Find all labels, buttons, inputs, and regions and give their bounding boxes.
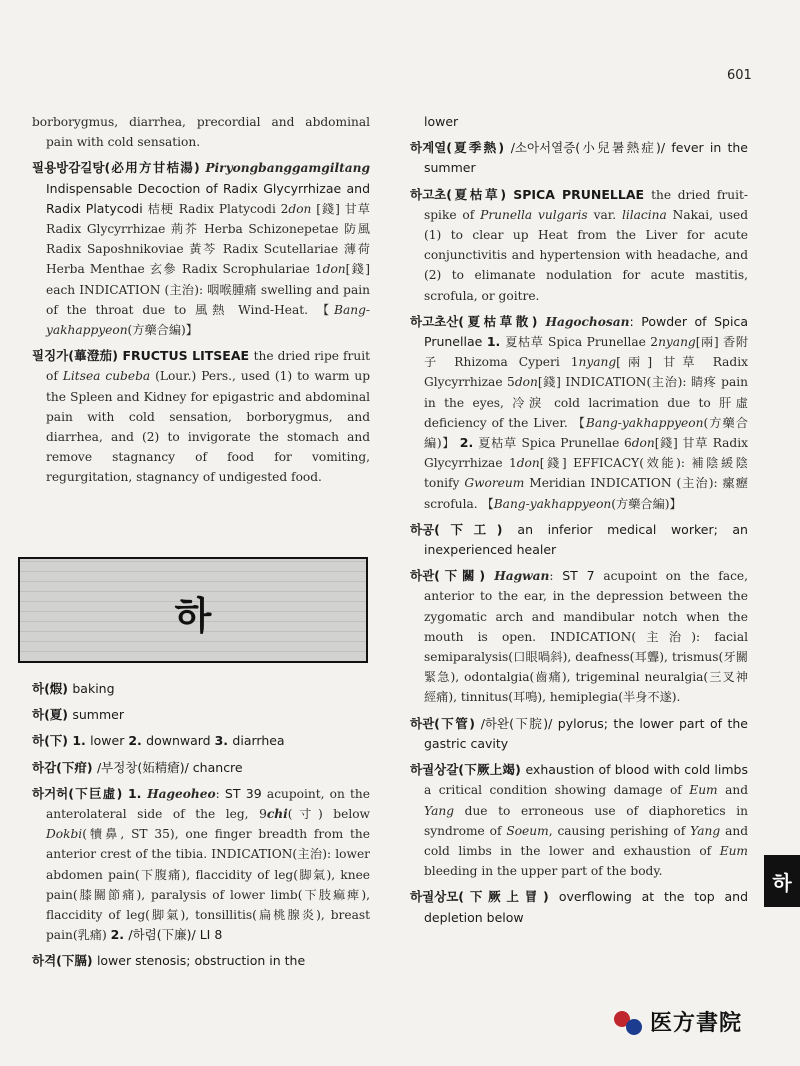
entry-text: Eum	[719, 843, 748, 858]
entry-text: lilacina	[621, 207, 667, 222]
entry-text: /소아서열증(小兒暑熱症)/ fever in the summer	[424, 140, 748, 176]
entry-headword: 하계열(夏季熱)	[410, 140, 511, 156]
entry-text: don	[322, 262, 346, 277]
entry-text: bleeding in the upper part of the body.	[424, 864, 663, 879]
dictionary-entry	[32, 158, 370, 340]
entry-text: baking	[72, 681, 115, 696]
entry-headword: 필용방감길탕(必用方甘桔湯)	[32, 160, 206, 176]
entry-text: Yang	[424, 803, 455, 818]
entry-text: Litsea cubeba	[62, 369, 151, 384]
entry-text: Nakai, used (1) to clear up Heat from the Liver for acute conjunctivitis and hypertension with headache, and (2) to elimanate nodulation for acute mastitis, scrofula, or goitre.	[424, 207, 748, 303]
entry-text: /하완(下脘)/ pylorus; the lower part of the gastric cavity	[424, 715, 748, 751]
entry-text: [錢] each INDICATION (主治): 咽喉腫痛 swelling and pain of the throat due to 風熱 Wind-Heat. 【	[46, 262, 370, 317]
dictionary-entry	[32, 679, 370, 699]
entry-text: acupoint on the face, anterior to the ear, in the depression between the zygomatic arch and mandibular notch when the mouth is open. INDICATION(主治): facial semiparalysis(口眼喎斜), deafness(耳聾), trismus(牙關緊急), odontalgia(齒痛), trigeminal neuralgia(三叉神經痛), tinnitus(耳鳴), hemiplegia(半身不遂).	[424, 569, 748, 705]
entry-text: [錢] 甘草 Radix Glycyrrhizae 1	[424, 436, 748, 471]
entry-text: 2.	[128, 733, 147, 749]
entry-text: 1.	[72, 733, 91, 749]
dictionary-entry	[410, 566, 748, 707]
dictionary-entry	[410, 138, 748, 178]
dictionary-entry	[410, 714, 748, 754]
entry-text: acupoint, on the anterolateral side of the leg, 9	[46, 786, 370, 822]
entry-text: ST 39	[224, 785, 267, 801]
entry-text: Gworeum	[464, 476, 525, 491]
entry-text: borborygmus, diarrhea, precordial and abdominal pain with cold sensation.	[32, 115, 370, 150]
entry-text: Yang	[690, 823, 721, 838]
entry-text: Dokbi	[46, 827, 83, 842]
entry-text: 1.	[486, 334, 506, 350]
entry-text: Bang-yakhappyeon	[493, 496, 612, 511]
entry-text: don	[288, 201, 312, 216]
thumb-index-tab: 하	[764, 855, 800, 907]
dictionary-entry	[32, 784, 370, 946]
entry-text: var.	[587, 207, 622, 222]
entry-text: Eum	[689, 783, 718, 798]
entry-text: lower	[90, 733, 129, 749]
entry-text: [錢] 甘草 Radix Glycyrrhizae 荊芥 Herba Schizonepetae 防風 Radix Saposhnikoviae 黃芩 Radix Scutellariae 薄荷 Herba Menthae 玄參 Radix Scrophulariae 1	[46, 201, 370, 277]
entry-headword: 하감(下疳)	[32, 759, 97, 775]
entry-text: 夏枯草 Spica Prunellae 2	[505, 335, 659, 350]
entry-text: and cold limbs in the lower and exhaustion of	[424, 823, 748, 858]
entry-text: Hagwan	[494, 569, 550, 584]
dictionary-entry	[410, 312, 748, 514]
entry-text: don	[514, 375, 538, 390]
entry-text: [兩] 甘草 Radix Glycyrrhizae 5	[424, 355, 748, 390]
entry-text: the dried ripe fruit of	[46, 349, 370, 384]
entry-text: 2.	[110, 927, 129, 943]
entry-headword: 하(煆)	[32, 681, 73, 696]
entry-text: [錢] INDICATION(主治): 睛疼 pain in the eyes, 冷淚 cold lacrimation due to 肝虛 deficiency of the Liver. 【	[424, 375, 748, 430]
dictionary-entry	[410, 185, 748, 306]
entry-text: summer	[72, 707, 124, 723]
entry-text: don	[631, 436, 655, 451]
entry-text: nyang	[658, 335, 696, 350]
entry-text: (方藥合編)】	[424, 415, 748, 451]
entry-text: 桔梗 Radix Platycodi 2	[147, 201, 289, 216]
entry-text: (方藥合編)】	[611, 496, 682, 511]
entry-text: /하렴(下廉)/ LI 8	[128, 927, 223, 943]
entry-headword: 하(夏)	[32, 707, 73, 723]
entry-text: and	[717, 783, 748, 798]
entry-text: an inferior medical worker; an inexperienced healer	[424, 521, 748, 558]
entry-text: Piryongbanggamgiltang	[205, 161, 370, 176]
entry-text: Soeum	[506, 823, 549, 838]
entry-text: (犢鼻, ST 35), one finger breadth from the anterior crest of the tibia. INDICATION(主治): lower abdomen pain(下腹痛), flaccidity of leg(脚氣), knee pain(膝關節痛), paralysis of lower limb(下肢痲痺), flaccidity of leg(脚氣), tonsillitis(扁桃腺炎), breast pain(乳痛)	[46, 827, 370, 943]
entry-text: (方藥合編)】	[127, 323, 198, 338]
entry-text: Hageoheo	[147, 786, 216, 801]
entry-text: ST 7	[562, 568, 604, 584]
entry-text: diarrhea	[232, 733, 285, 749]
entry-text: Bang-yakhappyeon	[46, 302, 370, 338]
entry-headword: 하궐상갈(下厥上竭)	[410, 762, 526, 778]
entry-headword: 하고초산(夏枯草散)	[410, 313, 546, 329]
entry-text: chi	[266, 807, 288, 822]
entry-text: 2.	[459, 435, 479, 451]
publisher-logo	[614, 1006, 742, 1037]
dictionary-entry	[32, 346, 370, 487]
entry-text: lower stenosis; obstruction in the	[96, 953, 306, 969]
dictionary-entry	[32, 112, 370, 152]
entry-headword: 하고초(夏枯草) SPICA PRUNELLAE	[410, 186, 652, 202]
entry-text: due to erroneous use of diaphoretics in syndrome of	[424, 803, 748, 838]
entry-headword: 하격(下膈)	[32, 953, 97, 969]
entry-text: [兩] 香附子 Rhizoma Cyperi 1	[424, 335, 749, 370]
section-heading: 하	[174, 594, 212, 638]
entry-headword: 필징가(蓽澄茄) FRUCTUS LITSEAE	[32, 348, 254, 364]
dictionary-entry	[32, 951, 370, 971]
entry-text: (Lour.) Pers., used (1) to warm up the Spleen and Kidney for epigastric and abdominal pain with cold sensation, borborygmus, and diarrhea, and (2) to invigorate the stomach and remove stagnancy of food for vomiting, regurgitation, stagnancy of undigested food.	[46, 369, 371, 485]
left-column	[32, 112, 370, 494]
dictionary-entry	[410, 112, 748, 132]
entry-text: exhaustion of blood with cold limbs	[525, 762, 748, 778]
entry-text: a critical condition showing damage of	[424, 783, 690, 798]
entry-text: (寸) below	[287, 807, 370, 822]
dictionary-entry	[410, 887, 748, 927]
entry-text: the dried fruit-spike of	[424, 187, 748, 222]
left-column-lower	[32, 679, 370, 978]
dictionary-entry	[32, 731, 370, 751]
entry-headword: 하공(下工)	[410, 521, 518, 537]
dictionary-entry	[32, 705, 370, 725]
entry-text: lower	[424, 114, 459, 129]
page-number: 601	[727, 68, 752, 83]
entry-headword: 하관(下關)	[410, 568, 495, 584]
entry-text: Indispensable Decoction of Radix Glycyrrhizae and Radix Platycodi	[46, 180, 370, 216]
entry-text: [錢] EFFICACY(效能): 補陰緩陰 tonify	[424, 456, 748, 491]
entry-text: :	[549, 569, 563, 584]
entry-text: , causing perishing of	[548, 823, 691, 838]
dictionary-entry	[410, 760, 748, 881]
entry-text: Meridian INDICATION (主治): 瘰癧 scrofula. 【	[424, 476, 748, 511]
entry-text: don	[516, 456, 540, 471]
entry-text: : Powder of Spica Prunellae	[424, 313, 748, 350]
section-header-box	[18, 557, 368, 663]
entry-text: /부정창(妬精瘡)/ chancre	[96, 759, 243, 775]
entry-text: downward	[146, 733, 215, 749]
entry-text: overflowing at the top and depletion below	[424, 889, 749, 925]
entry-headword: 하(下)	[32, 733, 73, 749]
entry-headword: 하거허(下巨虛) 1.	[32, 785, 148, 801]
entry-text: 3.	[214, 733, 233, 749]
dictionary-entry	[410, 520, 748, 560]
entry-headword: 하궐상모(下厥上冒)	[410, 889, 559, 905]
dictionary-entry	[32, 758, 370, 778]
entry-headword: 하관(下管)	[410, 715, 481, 731]
logo-text: 医方書院	[650, 1010, 743, 1036]
right-column	[410, 112, 748, 934]
entry-text: Bang-yakhappyeon	[585, 415, 704, 430]
logo-blue-dot	[626, 1019, 642, 1035]
entry-text: nyang	[578, 355, 617, 370]
entry-text: Hagochosan	[545, 314, 630, 329]
entry-text: :	[215, 786, 225, 801]
entry-text: 夏枯草 Spica Prunellae 6	[478, 436, 632, 451]
entry-text: Prunella vulgaris	[480, 207, 588, 222]
